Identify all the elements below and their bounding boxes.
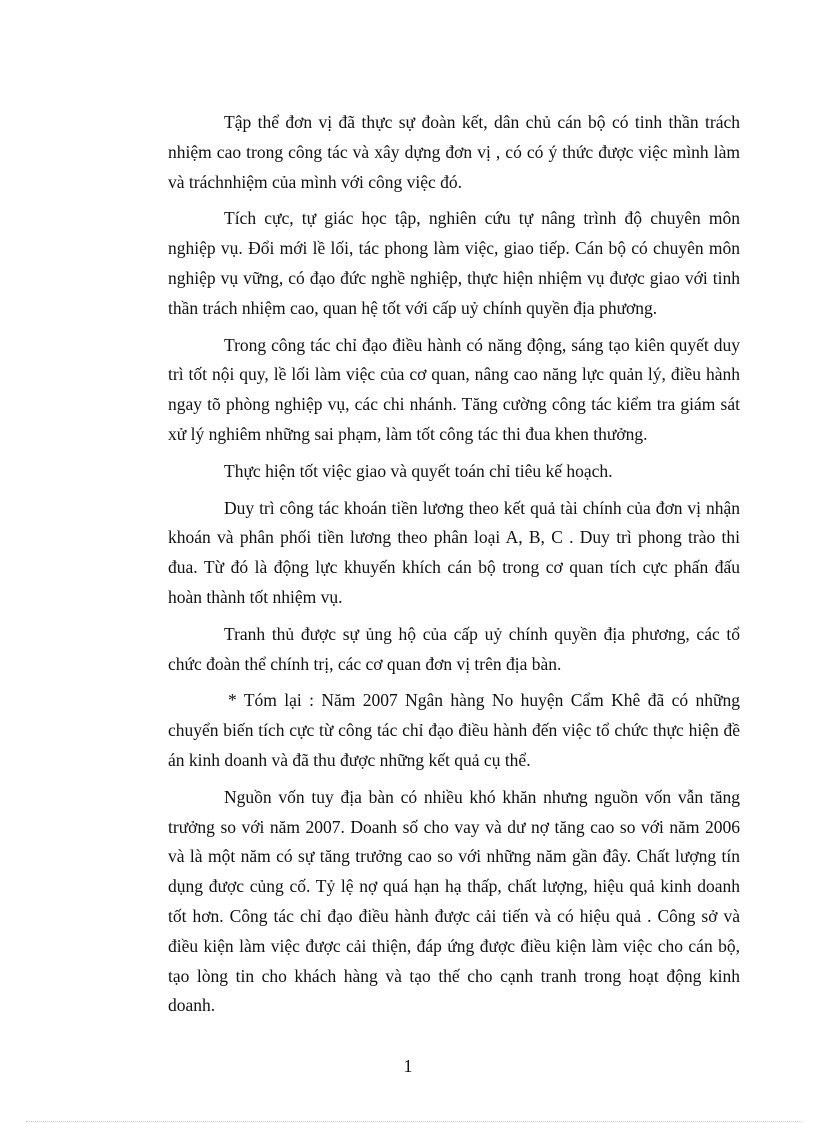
- page-bottom-divider: [26, 1121, 802, 1122]
- document-body: [168, 108, 740, 1028]
- page-number: 1: [403, 1056, 413, 1076]
- paragraph-plan-targets: Thực hiện tốt việc giao và quyết toán chỉ tiêu kế hoạch.: [224, 460, 613, 481]
- paragraph-summary: * Tóm lại : Năm 2007 Ngân hàng No huyện Cẩm Khê đã có những chuyển biến tích cực từ công tác chỉ đạo điều hành đến việc tổ chức thực hiện đề án kinh doanh và đã thu được những kết quả cụ thể.: [168, 690, 740, 770]
- paragraph-unit-solidarity: Tập thể đơn vị đã thực sự đoàn kết, dân chủ cán bộ có tinh thần trách nhiệm cao trong công tác và xây dựng đơn vị , có có ý thức được việc mình làm và tráchnhiệm của mình với công việc đó.: [168, 112, 740, 192]
- paragraph-salary-contract: Duy trì công tác khoán tiền lương theo kết quả tài chính của đơn vị nhận khoán và phân phối tiền lương theo phân loại A, B, C . Duy trì phong trào thi đua. Từ đó là động lực khuyến khích cán bộ trong cơ quan tích cực phấn đấu hoàn thành tốt nhiệm vụ.: [168, 497, 740, 607]
- paragraph-local-support: Tranh thủ được sự ủng hộ của cấp uỷ chính quyền địa phương, các tổ chức đoàn thể chính trị, các cơ quan đơn vị trên địa bàn.: [168, 623, 740, 674]
- paragraph-management-direction: Trong công tác chỉ đạo điều hành có năng động, sáng tạo kiên quyết duy trì tốt nội quy, lề lối làm việc của cơ quan, nâng cao năng lực quản lý, điều hành ngay tõ phòng nghiệp vụ, các chi nhánh. Tăng cường công tác kiểm tra giám sát xử lý nghiêm những sai phạm, làm tốt công tác thi đua khen thưởng.: [168, 334, 740, 444]
- paragraph-capital-results: Nguồn vốn tuy địa bàn có nhiều khó khăn nhưng nguồn vốn vẫn tăng trưởng so với năm 2007. Doanh số cho vay và dư nợ tăng cao so với năm 2006 và là một năm có sự tăng trưởng cao so với những năm gần đây. Chất lượng tín dụng được củng cố. Tỷ lệ nợ quá hạn hạ thấp, chất lượng, hiệu quả kinh doanh tốt hơn. Công tác chỉ đạo điều hành được cải tiến và có hiệu quả . Công sở và điều kiện làm việc được cải thiện, đáp ứng được điều kiện làm việc cho cán bộ, tạo lòng tin cho khách hàng và tạo thế cho cạnh tranh trong hoạt động kinh doanh.: [168, 786, 740, 1016]
- paragraph-professional-study: Tích cực, tự giác học tập, nghiên cứu tự nâng trình độ chuyên môn nghiệp vụ. Đổi mới lề lối, tác phong làm việc, giao tiếp. Cán bộ có chuyên môn nghiệp vụ vững, có đạo đức nghề nghiệp, thực hiện nhiệm vụ được giao với tinh thần trách nhiệm cao, quan hệ tốt với cấp uỷ chính quyền địa phương.: [168, 208, 740, 318]
